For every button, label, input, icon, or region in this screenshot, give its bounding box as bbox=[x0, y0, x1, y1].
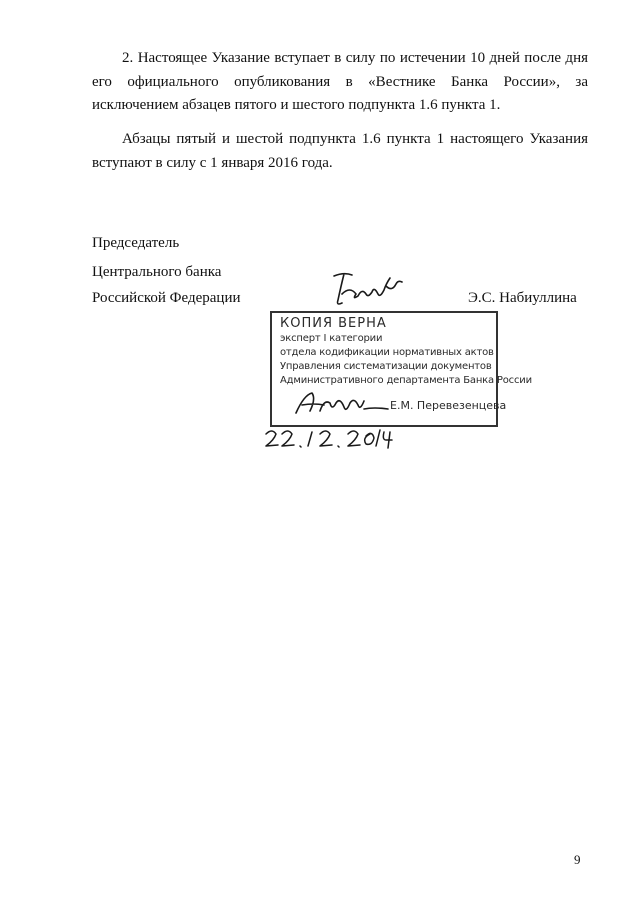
stamp-handwritten-signature bbox=[290, 389, 390, 419]
signatory-title-line: Председатель bbox=[92, 235, 180, 251]
stamp-line: эксперт I категории bbox=[280, 333, 383, 344]
signatory-title-line: Центрального банка bbox=[92, 264, 222, 280]
page-number: 9 bbox=[574, 852, 581, 867]
signatory-title-line: Российской Федерации bbox=[92, 290, 241, 306]
handwritten-date bbox=[262, 426, 396, 450]
stamp-signer-name: Е.М. Перевезенцева bbox=[390, 399, 507, 412]
paragraph-entry-into-force: 2. Настоящее Указание вступает в силу по истечении 10 дней после дня его официального опубликования в «Вестнике Банка России», за исключением абзацев пятого и шестого подпункта 1.6 пункта 1. bbox=[92, 50, 588, 113]
signatory-name: Э.С. Набиуллина bbox=[468, 290, 577, 306]
stamp-line: Административного департамента Банка России bbox=[280, 375, 532, 386]
stamp-line: отдела кодификации нормативных актов bbox=[280, 347, 494, 358]
stamp-line: Управления систематизации документов bbox=[280, 361, 492, 372]
stamp-title: КОПИЯ ВЕРНА bbox=[280, 316, 387, 331]
certified-copy-stamp bbox=[270, 311, 532, 427]
paragraph-exception-effective-date: Абзацы пятый и шестой подпункта 1.6 пункта 1 настоящего Указания вступают в силу с 1 января 2016 года. bbox=[92, 131, 588, 171]
chair-handwritten-signature bbox=[330, 270, 408, 310]
